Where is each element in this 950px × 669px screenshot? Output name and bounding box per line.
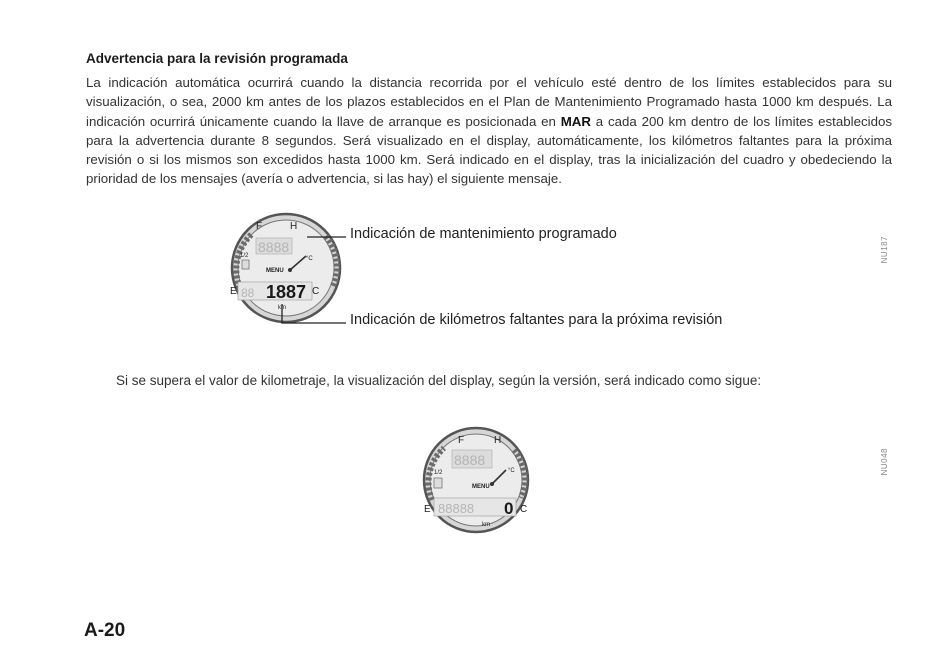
gauge-label-half: 1/2 (240, 253, 249, 259)
figure-code-1: NU187 (880, 236, 889, 264)
gauge-digits-bottom: 0 (504, 499, 514, 518)
paragraph-text-2: a cada 200 km dentro de los límites establecidos para la advertencia durante 8 segundos. Será visualizado en el display, automáticamente, los kilómetros faltantes para la próxima revisión o si los mismos son excedidos hasta 1000 km. Será indicado en el display, tras la inicialización del cuadro y obedeciendo la prioridad de los mensajes (avería o advertencia, si las hay) el siguiente mensaje. (86, 113, 893, 187)
gauge-digits-top: 8888 (258, 239, 290, 255)
gauge-label-e: E (230, 286, 237, 297)
paragraph-text-1: La indicación automática ocurrirá cuando la distancia recorrida por el vehículo esté dentro de los límites establecidos para su visualización, o sea, 2000 km antes de los plazos establecidos en el Plan de Mantenimiento Programado hasta 1000 km después. La indicación ocurrirá únicamente cuando la llave de arranque es posicionada en (86, 75, 892, 129)
callout-km-remaining-label: Indicación de kilómetros faltantes para la próxima revisión (350, 312, 723, 328)
gauge-label-temp: °C (306, 256, 313, 262)
gauge-label-menu: MENU (472, 484, 490, 490)
gauge-digits-left: 88888 (438, 501, 475, 516)
gauge-label-f: F (458, 435, 465, 446)
gauge-label-h: H (494, 435, 502, 446)
gauge-label-f: F (256, 221, 263, 232)
gauge-label-c: C (520, 504, 528, 515)
section-heading: Advertencia para la revisión programada (86, 51, 348, 66)
body-paragraph (86, 73, 892, 189)
gauge-label-menu: MENU (266, 268, 284, 274)
gauge-label-unit: km (482, 522, 490, 528)
gauge-label-h: H (290, 221, 298, 232)
gauge-label-unit: km (278, 305, 286, 311)
paragraph-bold-mar: MAR (560, 113, 591, 129)
figure-code-2: NU048 (880, 448, 889, 476)
dashboard-gauge-figure-1 (214, 212, 364, 342)
gauge-digits-bottom: 1887 (266, 282, 307, 302)
dashboard-gauge-figure-2 (418, 426, 538, 538)
page-number: A-20 (84, 620, 126, 641)
gauge-digits-left: 88 (241, 286, 255, 300)
sentence-between-figures: Si se supera el valor de kilometraje, la visualización del display, según la versión, será indicado como sigue: (116, 373, 762, 388)
gauge-digits-top: 8888 (454, 452, 486, 468)
gauge-label-c: C (312, 286, 320, 297)
gauge-label-temp: °C (508, 468, 515, 474)
gauge-label-e: E (424, 504, 431, 515)
gauge-label-half: 1/2 (434, 470, 443, 476)
callout-maintenance-label: Indicación de mantenimiento programado (350, 226, 617, 242)
